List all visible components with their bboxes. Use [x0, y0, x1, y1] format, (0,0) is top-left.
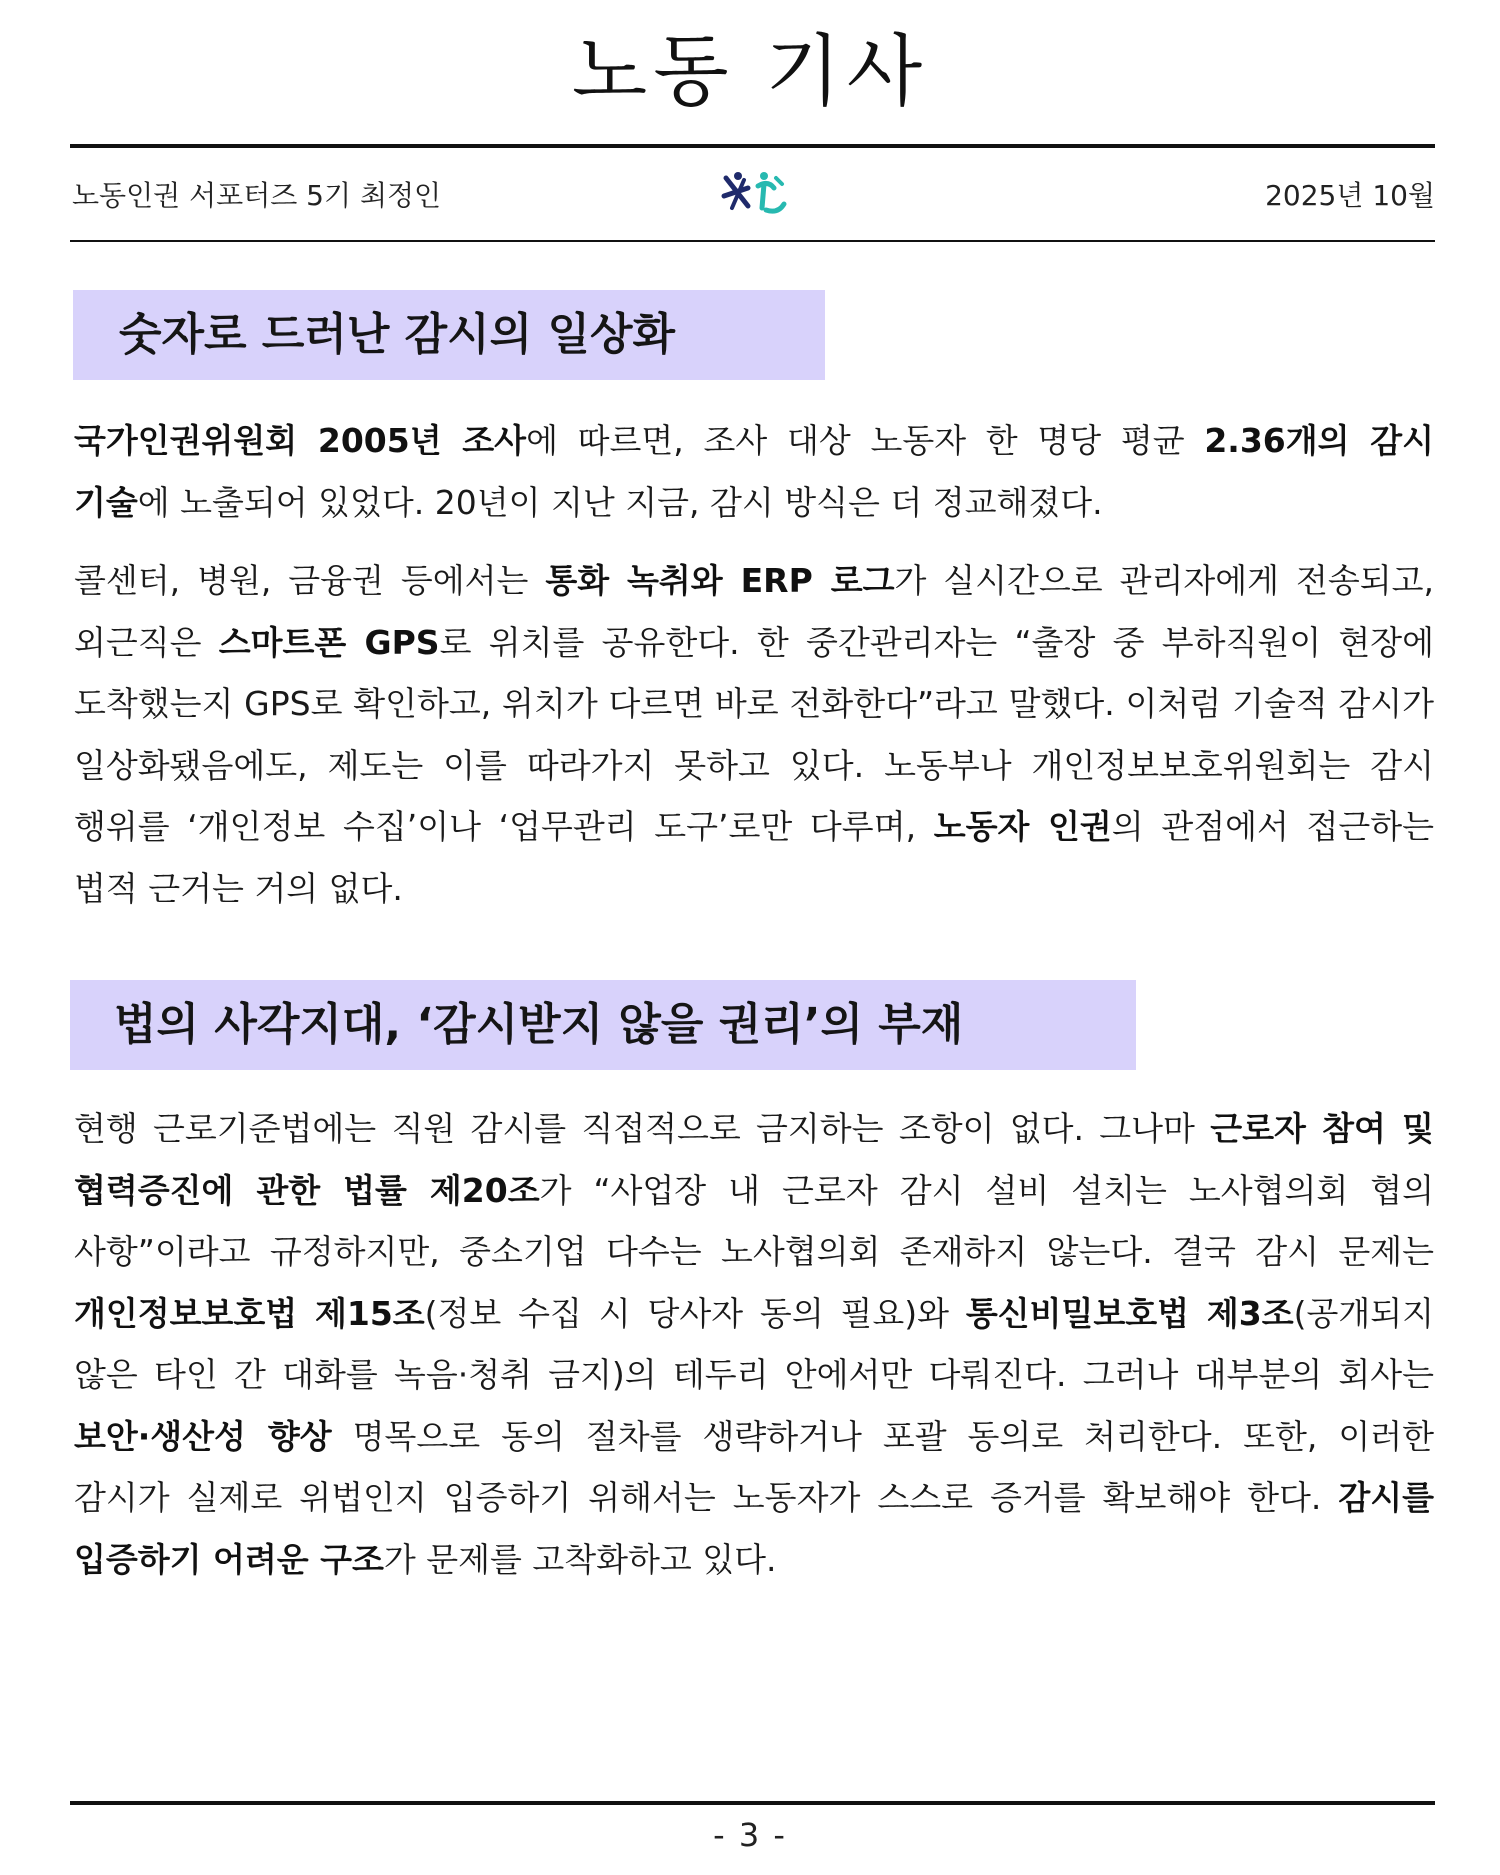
emphasis-text: 개인정보보호법 제15조: [74, 1293, 425, 1333]
body-text: 가 실시간으로 관리자에게 전송되고, 외근직은: [74, 561, 1434, 662]
organization-logo-icon: [718, 168, 798, 218]
emphasis-text: 근로자 참여 및 협력증진에 관한 법률 제20조: [74, 1109, 1435, 1210]
paragraph: [74, 550, 1434, 919]
issue-date: 2025년 10월: [1265, 179, 1435, 212]
body-text: 로 위치를 공유한다. 한 중간관리자는 “출장 중 부하직원이 현장에 도착했는지 GPS로 확인하고, 위치가 다르면 바로 전화한다”라고 말했다. 이처럼 기술적 감시가 일상화됐음에도, 제도는 이를 따라가지 못하고 있다. 노동부나 개인정보보호위원회는 감시 행위를 ‘개인정보 수집’이나 ‘업무관리 도구’로만 다루며,: [74, 622, 1434, 846]
footer-rule: [70, 1801, 1435, 1805]
byline-row: [72, 168, 1435, 218]
body-text: 에 따르면, 조사 대상 노동자 한 명당 평균: [526, 421, 1205, 460]
body-text: (정보 수집 시 당사자 동의 필요)와: [424, 1293, 966, 1333]
header-rule-bottom: [70, 240, 1435, 242]
emphasis-text: 보안·생산성 향상: [74, 1416, 332, 1456]
logo-right-figure: [758, 172, 784, 211]
byline: 노동인권 서포터즈 5기 최정인: [72, 179, 442, 212]
body-text: 명목으로 동의 절차를 생략하거나 포괄 동의로 처리한다. 또한, 이러한 감시가 실제로 위법인지 입증하기 위해서는 노동자가 스스로 증거를 확보해야 한다.: [74, 1416, 1434, 1517]
emphasis-text: 통화 녹취와 ERP 로그: [545, 561, 895, 600]
emphasis-text: 통신비밀보호법 제3조: [965, 1293, 1294, 1333]
section-heading-1-text: 숫자로 드러난 감시의 일상화: [119, 309, 676, 360]
paragraph: [74, 1098, 1434, 1590]
header-rule-top: [70, 144, 1435, 148]
emphasis-text: 감시를 입증하기 어려운 구조: [74, 1478, 1434, 1579]
body-text: 가 “사업장 내 근로자 감시 설비 설치는 노사협의회 협의 사항”이라고 규정하지만, 중소기업 다수는 노사협의회 존재하지 않는다. 결국 감시 문제는: [74, 1170, 1434, 1271]
body-text: (공개되지 않은 타인 간 대화를 녹음·청취 금지)의 테두리 안에서만 다뤄진다. 그러나 대부분의 회사는: [74, 1293, 1434, 1394]
emphasis-text: 노동자 인권: [933, 807, 1112, 846]
body-text: 가 문제를 고착화하고 있다.: [383, 1539, 777, 1579]
logo-left-figure: [724, 172, 748, 208]
section-heading-2-text: 법의 사각지대, ‘감시받지 않을 권리’의 부재: [114, 999, 964, 1050]
paragraph: [74, 410, 1434, 533]
body-text: 의 관점에서 접근하는 법적 근거는 거의 없다.: [74, 807, 1434, 908]
masthead-title: 노동 기사: [571, 27, 929, 117]
page-number: - 3 -: [713, 1816, 787, 1854]
body-text: 콜센터, 병원, 금융권 등에서는: [74, 561, 546, 600]
emphasis-text: 2.36개의 감시 기술: [74, 421, 1434, 522]
body-text: 에 노출되어 있었다. 20년이 지난 지금, 감시 방식은 더 정교해졌다.: [137, 482, 1103, 522]
section-heading-1: [73, 290, 825, 380]
section-heading-2: [70, 980, 1136, 1070]
emphasis-text: 국가인권위원회 2005년 조사: [74, 421, 527, 460]
body-text: 현행 근로기준법에는 직원 감시를 직접적으로 금지하는 조항이 없다. 그나마: [74, 1109, 1211, 1148]
emphasis-text: 스마트폰 GPS: [218, 622, 440, 662]
